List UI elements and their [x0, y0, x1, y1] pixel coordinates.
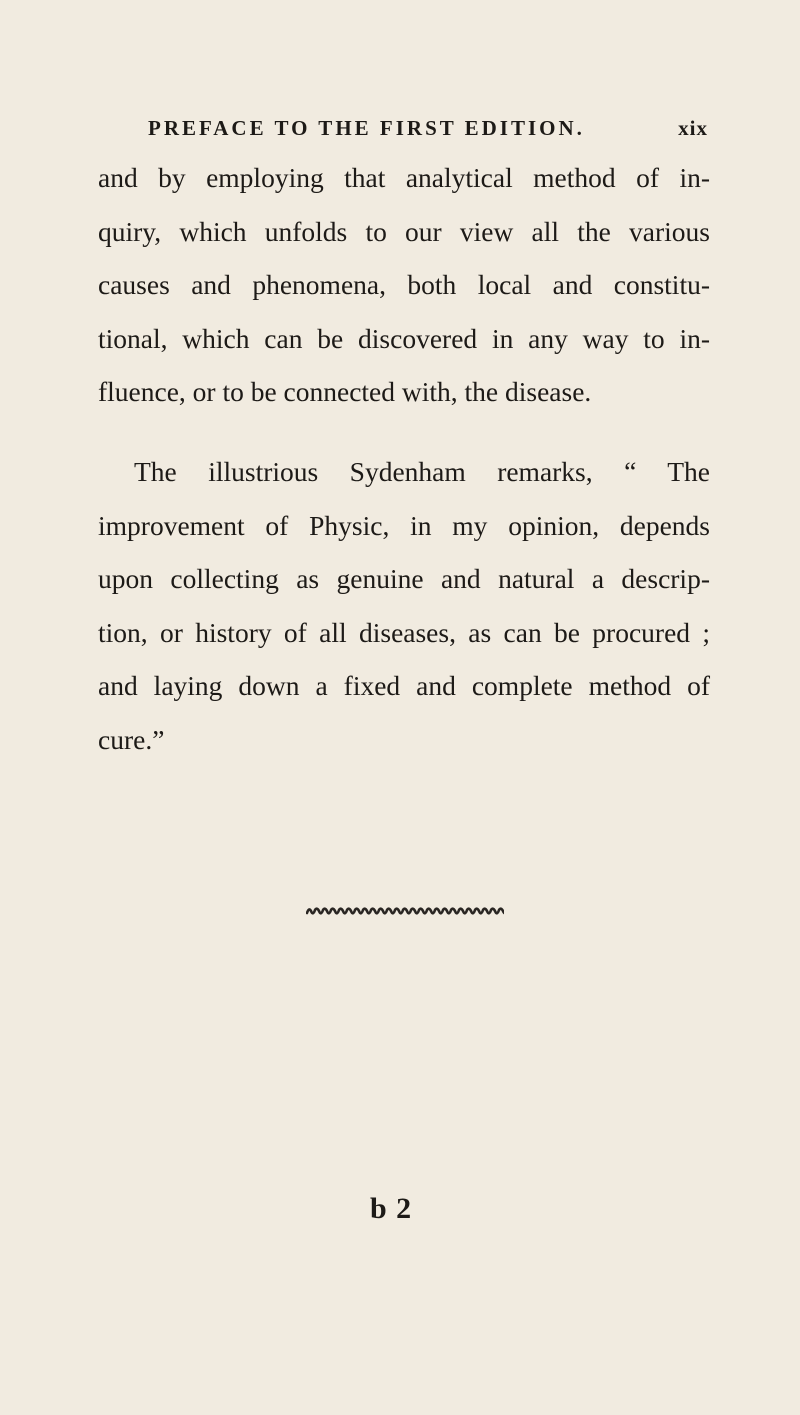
text-line: tion, or history of all diseases, as can be procured ; [98, 616, 710, 648]
wavy-rule-ornament-icon [306, 905, 504, 917]
text-line: upon collecting as genuine and natural a descrip- [98, 563, 710, 595]
text-line: and laying down a fixed and complete method of [98, 670, 710, 702]
text-line: improvement of Physic, in my opinion, depends [98, 509, 710, 541]
text-line: fluence, or to be connected with, the disease. [98, 376, 592, 408]
text-line: and by employing that analytical method of in- [98, 162, 710, 193]
paragraph-2 [98, 445, 710, 767]
paragraph-1 [98, 151, 710, 419]
text-line: tional, which can be discovered in any way to in- [98, 322, 710, 354]
text-line: causes and phenomena, both local and constitu- [98, 269, 710, 301]
page-number: xix [678, 116, 708, 140]
text-line: cure.” [98, 723, 165, 755]
signature-mark: b 2 [370, 1192, 413, 1225]
text-line: quiry, which unfolds to our view all the various [98, 215, 710, 247]
running-header [148, 116, 708, 146]
running-title: PREFACE TO THE FIRST EDITION. [148, 116, 585, 140]
text-line: The illustrious Sydenham remarks, “ The [134, 456, 710, 487]
